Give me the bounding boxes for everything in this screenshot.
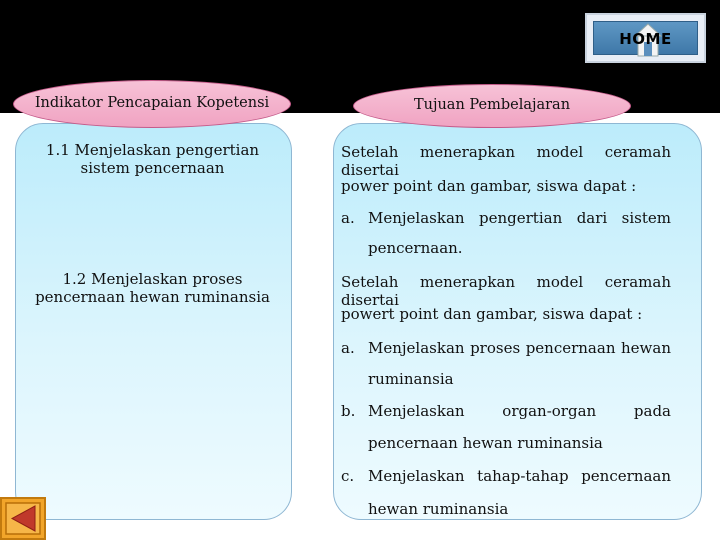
objective-item-c-marker: c. [341,467,355,485]
objective-item-a2-marker: a. [341,339,355,357]
indicator-item-2: 1.2 Menjelaskan proses pencernaan hewan ruminansia [35,270,270,306]
home-button[interactable] [585,13,706,63]
indicator-panel [15,123,292,520]
back-arrow-icon [4,501,42,536]
back-button[interactable] [0,497,46,540]
intro-2-line-1: Setelah menerapkan model ceramah disertai [341,273,671,309]
objective-item-a1-text: Menjelaskan pengertian dari sistem [368,209,671,227]
objective-item-a2-cont: ruminansia [368,370,454,388]
objective-item-b-marker: b. [341,402,356,420]
home-label: HOME [619,30,672,48]
intro-1-line-2: power point dan gambar, siswa dapat : [341,177,637,195]
objective-item-a1-marker: a. [341,209,355,227]
objective-item-c-cont: hewan ruminansia [368,500,509,518]
indicator-header: Indikator Pencapaian Kopetensi [13,80,291,128]
objective-item-c-text: Menjelaskan tahap-tahap pencernaan [368,467,671,485]
objective-item-a1-cont: pencernaan. [368,239,463,257]
indicator-item-1: 1.1 Menjelaskan pengertian sistem pencernaan [45,141,260,177]
home-button-face [593,21,698,55]
objective-header: Tujuan Pembelajaran [353,84,631,128]
intro-1-line-1: Setelah menerapkan model ceramah disertai [341,143,671,179]
objective-item-b-cont: pencernaan hewan ruminansia [368,434,603,452]
objective-item-a2-text: Menjelaskan proses pencernaan hewan [368,339,671,357]
objective-item-b-text: Menjelaskan organ-organ pada [368,402,671,420]
intro-2-line-2: powert point dan gambar, siswa dapat : [341,305,643,323]
